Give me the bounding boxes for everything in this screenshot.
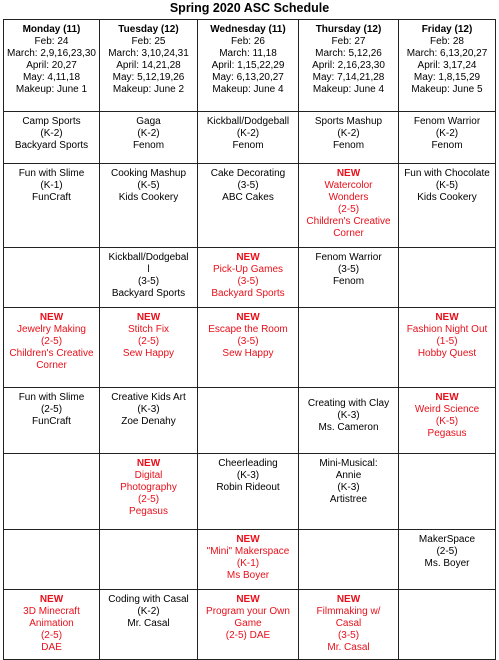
activity-line: Digital [134,470,163,481]
activity-line: (K-5) [137,180,160,191]
activity-row [4,164,496,248]
day-date-line: Feb: 24 [34,36,69,47]
activity-cell [198,164,299,248]
activity-line: Corner [36,360,67,371]
activity-line: Sew Happy [222,348,274,359]
day-date-line: Makeup: June 4 [212,84,284,95]
new-badge: NEW [39,312,64,323]
activity-cell [100,388,198,454]
activity-line: Zoe Denahy [121,416,176,427]
activity-line: (2-5) [337,204,360,215]
activity-cell [198,248,299,308]
activity-line: Kickball/Dodgebal [108,252,189,263]
day-date-line: March: 2,9,16,23,30 [7,48,96,59]
day-date-line: Makeup: June 5 [411,84,483,95]
activity-cell [299,112,399,164]
activity-cell [100,454,198,530]
activity-line: Mr. Casal [327,642,370,653]
activity-cell [198,112,299,164]
activity-row [4,112,496,164]
activity-line: Fenom [332,140,365,151]
activity-line: (K-1) [236,558,260,569]
activity-line: Fenom [431,140,463,151]
activity-line: Escape the Room [208,324,288,335]
activity-line: (K-2) [435,128,459,139]
activity-line: (3-5) [337,630,360,641]
day-date-line: May: 5,12,19,26 [112,72,185,83]
day-date-line: April: 1,15,22,29 [211,60,285,71]
activity-line: Artistree [329,494,368,505]
activity-cell [198,590,299,660]
activity-line: (K-3) [337,482,360,493]
activity-cell [399,164,496,248]
activity-row [4,590,496,660]
day-header-friday [399,20,496,112]
day-date-line: Makeup: June 1 [15,84,88,95]
new-badge: NEW [236,534,260,545]
schedule-table [3,19,496,660]
day-header-tuesday [100,20,198,112]
activity-cell [399,112,496,164]
day-name: Monday (11) [22,24,81,35]
activity-line: Fun with Slime [18,392,85,403]
activity-line: "Mini" Makerspace [206,546,290,557]
day-header-thursday [299,20,399,112]
activity-line: (K-2) [137,606,160,617]
day-date-line: March: 3,10,24,31 [108,48,189,59]
day-date-line: Feb: 27 [331,36,366,47]
activity-line: (2-5) [40,404,63,415]
activity-line: Fashion Night Out [406,324,488,335]
activity-line: Coding with Casal [108,594,189,605]
activity-line: (3-5) [137,276,160,287]
activity-row [4,308,496,388]
activity-line: Ms. Cameron [318,422,379,433]
activity-line: Stitch Fix [127,324,170,335]
activity-line: (K-2) [337,128,360,139]
day-date-line: May: 6,13,20,27 [212,72,284,83]
activity-line: Fenom [132,140,165,151]
day-name: Friday (12) [421,24,473,35]
activity-cell [399,388,496,454]
activity-line: (1-5) [436,336,458,347]
activity-line: Wonders [328,192,369,203]
activity-line: (K-2) [236,128,260,139]
activity-line: Fenom [332,276,365,287]
day-header-wednesday [198,20,299,112]
activity-line: 3D Minecraft [23,606,80,617]
day-name: Tuesday (12) [118,24,179,35]
day-header-monday [4,20,100,112]
empty-cell [100,530,198,590]
activity-cell [299,164,399,248]
activity-line: Photography [120,482,177,493]
activity-cell [100,248,198,308]
new-badge: NEW [39,594,64,605]
new-badge: NEW [336,168,361,179]
activity-line: Robin Rideout [216,482,280,493]
empty-cell [399,454,496,530]
activity-line: l [147,264,150,275]
day-date-line: March: 6,13,20,27 [406,48,488,59]
empty-cell [198,388,299,454]
day-date-line: March: 11,18 [219,48,277,59]
activity-cell [100,112,198,164]
activity-line: Filmmaking w/ [316,606,381,617]
activity-line: Fenom Warrior [413,116,481,127]
activity-line: Fenom Warrior [315,252,382,263]
activity-line: FunCraft [32,192,71,203]
activity-cell [4,388,100,454]
new-badge: NEW [236,312,260,323]
activity-line: MakerSpace [418,534,476,545]
activity-line: Backyard Sports [211,288,285,299]
new-badge: NEW [236,252,260,263]
activity-line: Weird Science [414,404,480,415]
activity-line: Backyard Sports [14,140,89,151]
activity-line: (3-5) [237,180,259,191]
empty-cell [4,530,100,590]
activity-line: (K-1) [40,180,63,191]
activity-row [4,248,496,308]
day-date-line: May: 4,11,18 [22,72,81,83]
activity-line: Ms Boyer [226,570,270,581]
new-badge: NEW [236,594,260,605]
activity-line: Fun with Chocolate [404,168,490,179]
activity-row [4,388,496,454]
new-badge: NEW [435,312,459,323]
activity-line: Cake Decorating [210,168,286,179]
activity-line: Pegasus [129,506,168,517]
activity-line: Cheerleading [218,458,278,469]
activity-line: (K-3) [236,470,260,481]
activity-line: (K-5) [435,416,459,427]
activity-line: Camp Sports [22,116,81,127]
activity-line: Program your Own [206,606,290,617]
activity-line: Children's Creative [9,348,94,359]
day-date-line: Feb: 28 [430,36,464,47]
day-date-line: April: 20,27 [26,60,77,71]
activity-line: Gaga [136,116,161,127]
empty-cell [399,248,496,308]
new-badge: NEW [136,312,161,323]
activity-line: Fun with Slime [18,168,85,179]
empty-cell [299,530,399,590]
activity-line: Jewelry Making [17,324,86,335]
empty-cell [4,248,100,308]
activity-line: Pegasus [427,428,467,439]
day-date-line: Feb: 25 [131,36,166,47]
activity-line: Mr. Casal [127,618,170,629]
new-badge: NEW [435,392,459,403]
activity-line: Cooking Mashup [110,168,187,179]
activity-line: Casal [335,618,362,629]
activity-line: Ms. Boyer [424,558,470,569]
activity-cell [299,388,399,454]
day-date-line: April: 3,17,24 [417,60,477,71]
activity-cell [198,530,299,590]
activity-cell [100,308,198,388]
header-row [4,20,496,112]
day-date-line: April: 2,16,23,30 [312,60,385,71]
activity-cell [4,112,100,164]
activity-cell [399,308,496,388]
activity-cell [100,590,198,660]
activity-line: Corner [333,228,364,239]
activity-line: (2-5) [40,630,63,641]
activity-line: (2-5) [137,494,160,505]
activity-row [4,530,496,590]
day-date-line: May: 1,8,15,29 [413,72,481,83]
activity-line: Pick-Up Games [212,264,283,275]
day-name: Thursday (12) [315,24,382,35]
activity-line: FunCraft [32,416,71,427]
activity-line: (2-5) [436,546,458,557]
empty-cell [299,308,399,388]
activity-line: Fenom [232,140,264,151]
activity-line: (2-5) DAE [225,630,271,641]
activity-cell [4,164,100,248]
activity-line: (K-3) [137,404,160,415]
new-badge: NEW [136,458,161,469]
activity-line: Backyard Sports [111,288,186,299]
activity-line: Kickball/Dodgeball [206,116,290,127]
activity-line: Mini-Musical: [319,458,378,469]
activity-line: Kids Cookery [118,192,179,203]
activity-line: Sew Happy [122,348,175,359]
activity-line: Sports Mashup [314,116,383,127]
activity-cell [299,590,399,660]
activity-line: (2-5) [40,336,63,347]
activity-line: Watercolor [324,180,373,191]
activity-line: (3-5) [237,336,259,347]
activity-line: (3-5) [337,264,360,275]
activity-cell [399,530,496,590]
activity-line: (K-5) [435,180,459,191]
activity-line: (K-3) [337,410,360,421]
activity-line: Annie [335,470,362,481]
activity-line: Creative Kids Art [111,392,186,403]
activity-cell [198,454,299,530]
activity-line: (2-5) [137,336,160,347]
day-date-line: May: 7,14,21,28 [312,72,385,83]
activity-cell [100,164,198,248]
day-date-line: April: 14,21,28 [116,60,181,71]
day-date-line: March: 5,12,26 [315,48,382,59]
activity-cell [4,308,100,388]
activity-cell [198,308,299,388]
activity-line: DAE [41,642,62,653]
activity-line: ABC Cakes [222,192,274,203]
new-badge: NEW [336,594,361,605]
activity-line: Children's Creative [306,216,391,227]
empty-cell [4,454,100,530]
day-date-line: Makeup: June 4 [312,84,385,95]
activity-line: Kids Cookery [417,192,477,203]
activity-line: Hobby Quest [417,348,477,359]
activity-line: Game [234,618,262,629]
empty-cell [399,590,496,660]
activity-line: Creating with Clay [307,398,390,409]
activity-cell [4,590,100,660]
activity-line: (3-5) [237,276,259,287]
schedule-title: Spring 2020 ASC Schedule [169,1,330,15]
day-name: Wednesday (11) [210,24,286,35]
activity-line: (K-2) [137,128,160,139]
activity-cell [299,454,399,530]
day-date-line: Makeup: June 2 [112,84,185,95]
day-date-line: Feb: 26 [231,36,265,47]
activity-cell [299,248,399,308]
activity-row [4,454,496,530]
activity-line: (K-2) [40,128,63,139]
activity-line: Animation [29,618,74,629]
